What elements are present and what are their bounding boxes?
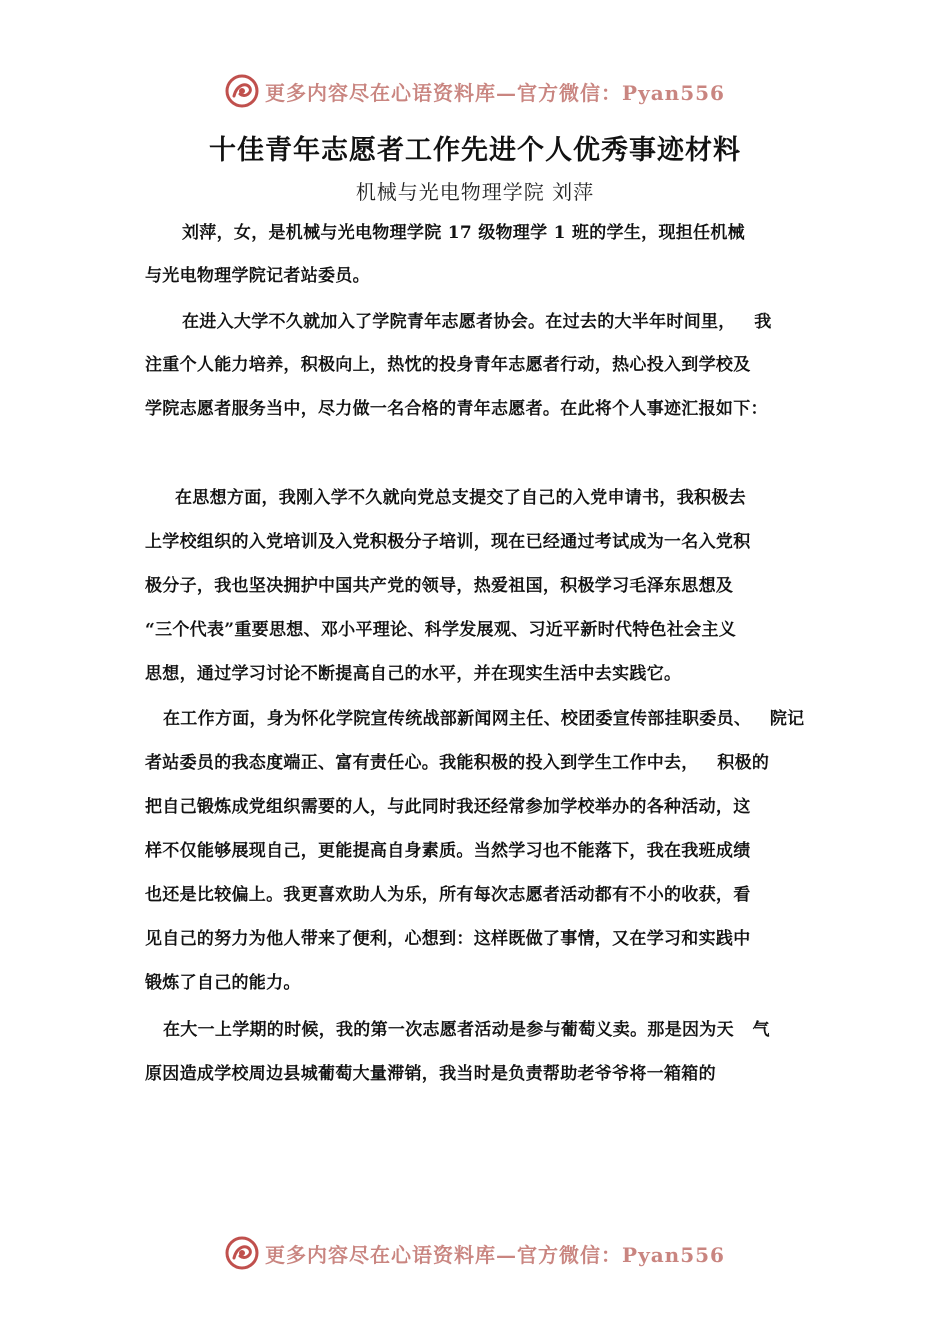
- body-line: 极分子，我也坚决拥护中国共产党的领导，热爱祖国，积极学习毛泽东思想及: [145, 576, 734, 596]
- body-line: 在进入大学不久就加入了学院青年志愿者协会。在过去的大半年时间里， 我: [182, 312, 772, 332]
- body-line: 样不仅能够展现自己，更能提高自身素质。当然学习也不能落下，我在我班成绩: [145, 841, 751, 861]
- body-line: 原因造成学校周边县城葡萄大量滞销，我当时是负责帮助老爷爷将一箱箱的: [145, 1064, 716, 1084]
- document-subtitle: 机械与光电物理学院 刘萍: [355, 180, 595, 204]
- body-line: 注重个人能力培养，积极向上，热忱的投身青年志愿者行动，热心投入到学校及: [145, 355, 751, 375]
- body-line: 上学校组织的入党培训及入党积极分子培训，现在已经通过考试成为一名入党积: [145, 532, 751, 552]
- document-title: 十佳青年志愿者工作先进个人优秀事迹材料: [209, 135, 741, 166]
- body-line: 学院志愿者服务当中，尽力做一名合格的青年志愿者。在此将个人事迹汇报如下：: [145, 399, 768, 419]
- swirl-logo-icon: [225, 1236, 259, 1270]
- body-line: 见自己的努力为他人带来了便利，心想到：这样既做了事情，又在学习和实践中: [145, 929, 751, 949]
- body-line: 在工作方面，身为怀化学院宣传统战部新闻网主任、校团委宣传部挂职委员、 院记: [163, 709, 805, 729]
- swirl-logo-icon: [225, 74, 259, 108]
- header-banner-text: 更多内容尽在心语资料库—官方微信：Pyan556: [265, 80, 725, 105]
- body-line: 刘萍，女，是机械与光电物理学院 17 级物理学 1 班的学生，现担任机械: [182, 223, 745, 243]
- body-line: 把自己锻炼成党组织需要的人，与此同时我还经常参加学校举办的各种活动，这: [145, 797, 751, 817]
- body-line: 在思想方面，我刚入学不久就向党总支提交了自己的入党申请书，我积极去: [175, 488, 746, 508]
- body-line: “三个代表”重要思想、邓小平理论、科学发展观、习近平新时代特色社会主义: [145, 620, 737, 640]
- body-line: 在大一上学期的时候，我的第一次志愿者活动是参与葡萄义卖。那是因为天 气: [163, 1020, 770, 1040]
- body-line: 思想，通过学习讨论不断提高自己的水平，并在现实生活中去实践它。: [145, 664, 682, 684]
- footer-banner-text: 更多内容尽在心语资料库—官方微信：Pyan556: [265, 1242, 725, 1267]
- body-line: 也还是比较偏上。我更喜欢助人为乐，所有每次志愿者活动都有不小的收获，看: [145, 885, 751, 905]
- footer-banner: [0, 1236, 950, 1270]
- body-line: 锻炼了自己的能力。: [145, 973, 301, 993]
- header-banner: [0, 74, 950, 108]
- body-line: 者站委员的我态度端正、富有责任心。我能积极的投入到学生工作中去， 积极的: [145, 753, 770, 773]
- body-line: 与光电物理学院记者站委员。: [145, 266, 370, 286]
